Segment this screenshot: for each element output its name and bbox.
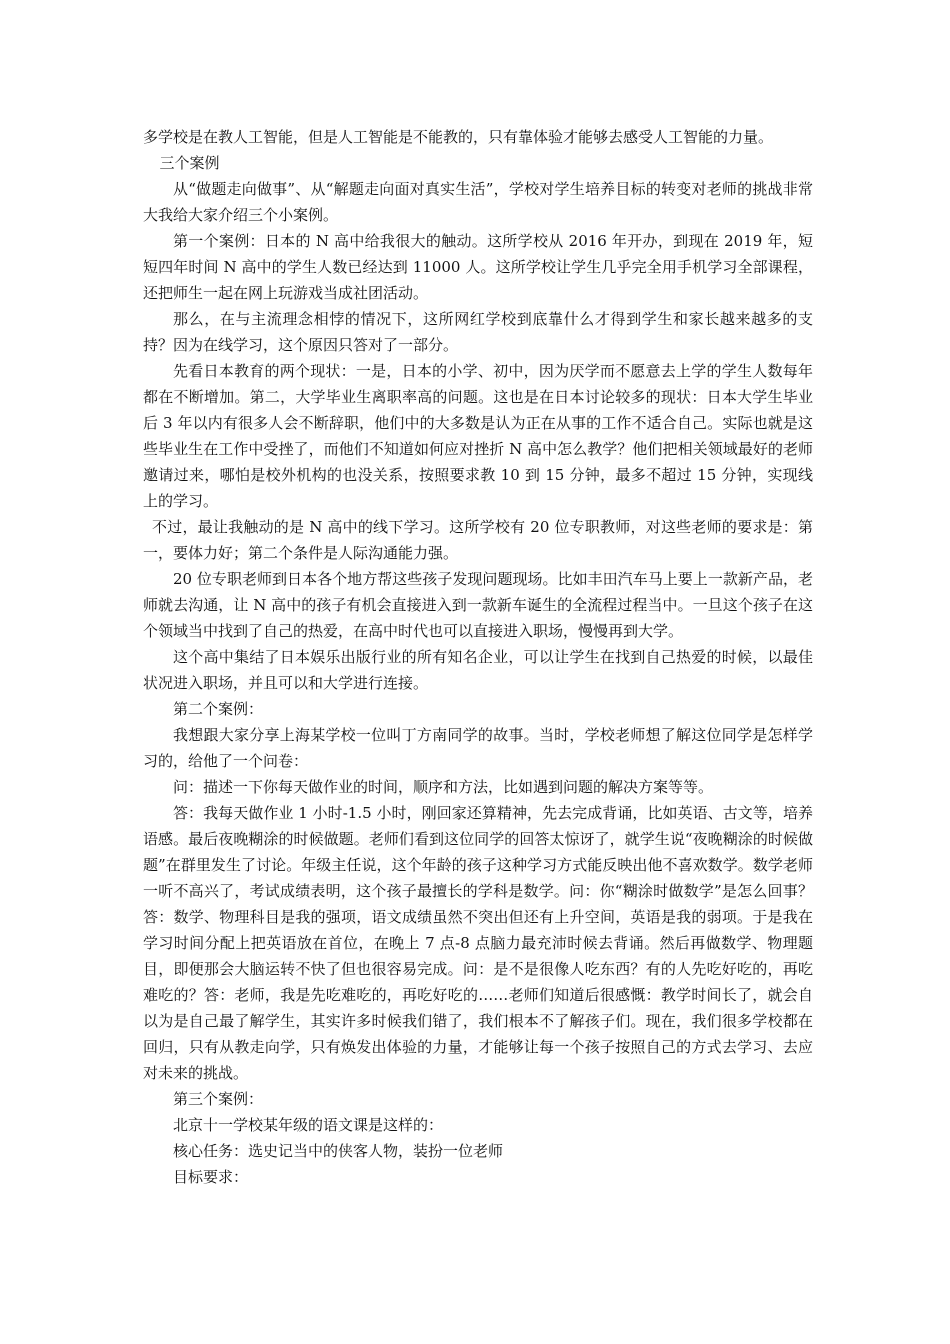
paragraph-case1-industry: 这个高中集结了日本娱乐出版行业的所有知名企业，可以让学生在找到自己热爱的时候，以最佳状况进入职场，并且可以和大学进行连接。: [143, 648, 813, 692]
paragraph-case3-goals: 目标要求：: [173, 1168, 249, 1186]
paragraph-case3-intro: 北京十一学校某年级的语文课是这样的：: [173, 1116, 444, 1134]
paragraph-case2-answer: 答：我每天做作业 1 小时-1.5 小时，刚回家还算精神，先去完成背诵，比如英语、古文等，培养语感。最后夜晚糊涂的时候做题。老师们看到这位同学的回答太惊讶了，就学生说“夜晚糊涂的时候做题”在群里发生了讨论。年级主任说，这个年龄的孩子这种学习方式能反映出他不喜欢数学。数学老师一听不高兴了，考试成绩表明，这个孩子最擅长的学科是数学。问：你“糊涂时做数学”是怎么回事？答：数学、物理科目是我的强项，语文成绩虽然不突出但还有上升空间，英语是我的弱项。于是我在学习时间分配上把英语放在首位，在晚上 7 点-8 点脑力最充沛时候去背诵。然后再做数学、物理题目，即便那会大脑运转不快了但也很容易完成。问：是不是很像人吃东西？有的人先吃好吃的，再吃难吃的？答：老师，我是先吃难吃的，再吃好吃的……老师们知道后很感慨：教学时间长了，就会自以为是自己最了解学生，其实许多时候我们错了，我们根本不了解孩子们。现在，我们很多学校都在回归，只有从教走向学，只有焕发出体验的力量，才能够让每一个孩子按照自己的方式去学习、去应对未来的挑战。: [143, 804, 813, 1082]
section-heading-three-cases: 三个案例: [159, 154, 220, 172]
paragraph-case1-japan-status: 先看日本教育的两个现状：一是，日本的小学、初中，因为厌学而不愿意去上学的学生人数每年都在不断增加。第二，大学毕业生离职率高的问题。这也是在日本讨论较多的现状：日本大学生毕业后 3 年以内有很多人会不断辞职，他们中的大多数是认为正在从事的工作不适合自己。实际也就是这些毕业生在工作中受挫了，而他们不知道如何应对挫折 N 高中怎么教学？他们把相关领域最好的老师邀请过来，哪怕是校外机构的也没关系，按照要求教 10 到 15 分钟，最多不超过 15 分钟，实现线上的学习。: [143, 362, 813, 510]
paragraph-case1-intro: 第一个案例：日本的 N 高中给我很大的触动。这所学校从 2016 年开办，到现在 2019 年，短短四年时间 N 高中的学生人数已经达到 11000 人。这所学校让学生几乎完全用手机学习全部课程，还把师生一起在网上玩游戏当成社团活动。: [143, 232, 813, 302]
paragraph-case2-question: 问：描述一下你每天做作业的时间，顺序和方法，比如遇到问题的解决方案等等。: [173, 778, 714, 796]
paragraph-case3-core-task: 核心任务：选史记当中的侠客人物，装扮一位老师: [173, 1142, 504, 1160]
heading-case2: 第二个案例：: [173, 700, 264, 718]
paragraph-case1-question: 那么，在与主流理念相悖的情况下，这所网红学校到底靠什么才得到学生和家长越来越多的支持？因为在线学习，这个原因只答对了一部分。: [143, 310, 813, 354]
paragraph-case1-offline: 不过，最让我触动的是 N 高中的线下学习。这所学校有 20 位专职教师，对这些老师的要求是：第一，要体力好；第二个条件是人际沟通能力强。: [143, 518, 813, 562]
paragraph-intro-continuation: 多学校是在教人工智能，但是人工智能是不能教的，只有靠体验才能够去感受人工智能的力量。: [143, 128, 774, 146]
paragraph-case2-intro: 我想跟大家分享上海某学校一位叫丁方南同学的故事。当时，学校老师想了解这位同学是怎样学习的，给他了一个问卷：: [143, 726, 813, 770]
document-body: [143, 124, 813, 1190]
paragraph-case1-teachers: 20 位专职老师到日本各个地方帮这些孩子发现问题现场。比如丰田汽车马上要上一款新产品，老师就去沟通，让 N 高中的孩子有机会直接进入到一款新车诞生的全流程过程当中。一旦这个孩子在这个领域当中找到了自己的热爱，在高中时代也可以直接进入职场，慢慢再到大学。: [143, 570, 813, 640]
heading-case3: 第三个案例：: [173, 1090, 264, 1108]
paragraph-cases-intro: 从“做题走向做事”、从“解题走向面对真实生活”，学校对学生培养目标的转变对老师的挑战非常大我给大家介绍三个小案例。: [143, 180, 813, 224]
